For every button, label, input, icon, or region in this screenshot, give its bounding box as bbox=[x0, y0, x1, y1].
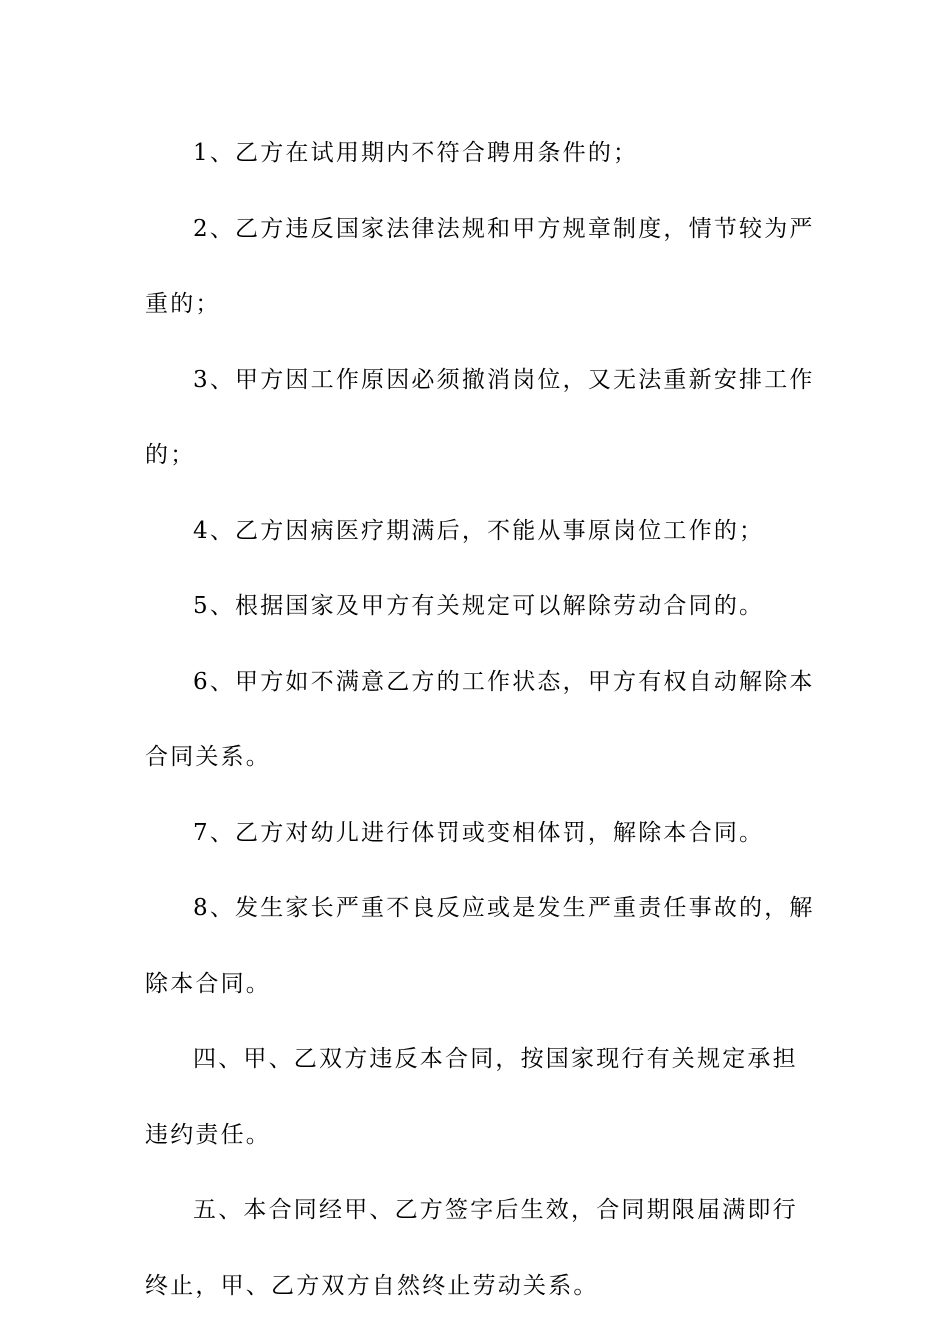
clause-3: 3、甲方因工作原因必须撤消岗位，又无法重新安排工作的； bbox=[145, 366, 815, 468]
clause-8: 8、发生家长严重不良反应或是发生严重责任事故的，解除本合同。 bbox=[145, 895, 815, 997]
clause-4: 4、乙方因病医疗期满后，不能从事原岗位工作的； bbox=[193, 517, 765, 544]
document-body bbox=[145, 116, 815, 1324]
clause-2: 2、乙方违反国家法律法规和甲方规章制度，情节较为严重的； bbox=[145, 215, 815, 317]
clause-5: 5、根据国家及甲方有关规定可以解除劳动合同的。 bbox=[193, 593, 765, 619]
clause-1: 1、乙方在试用期内不符合聘用条件的； bbox=[193, 140, 639, 166]
section-4: 四、甲、乙双方违反本合同，按国家现行有关规定承担违约责任。 bbox=[145, 1046, 798, 1148]
clause-6: 6、甲方如不满意乙方的工作状态，甲方有权自动解除本合同关系。 bbox=[145, 668, 815, 770]
section-5: 五、本合同经甲、乙方签字后生效，合同期限届满即行终止，甲、乙方双方自然终止劳动关系。 bbox=[145, 1197, 798, 1299]
clause-7: 7、乙方对幼儿进行体罚或变相体罚，解除本合同。 bbox=[193, 819, 765, 846]
